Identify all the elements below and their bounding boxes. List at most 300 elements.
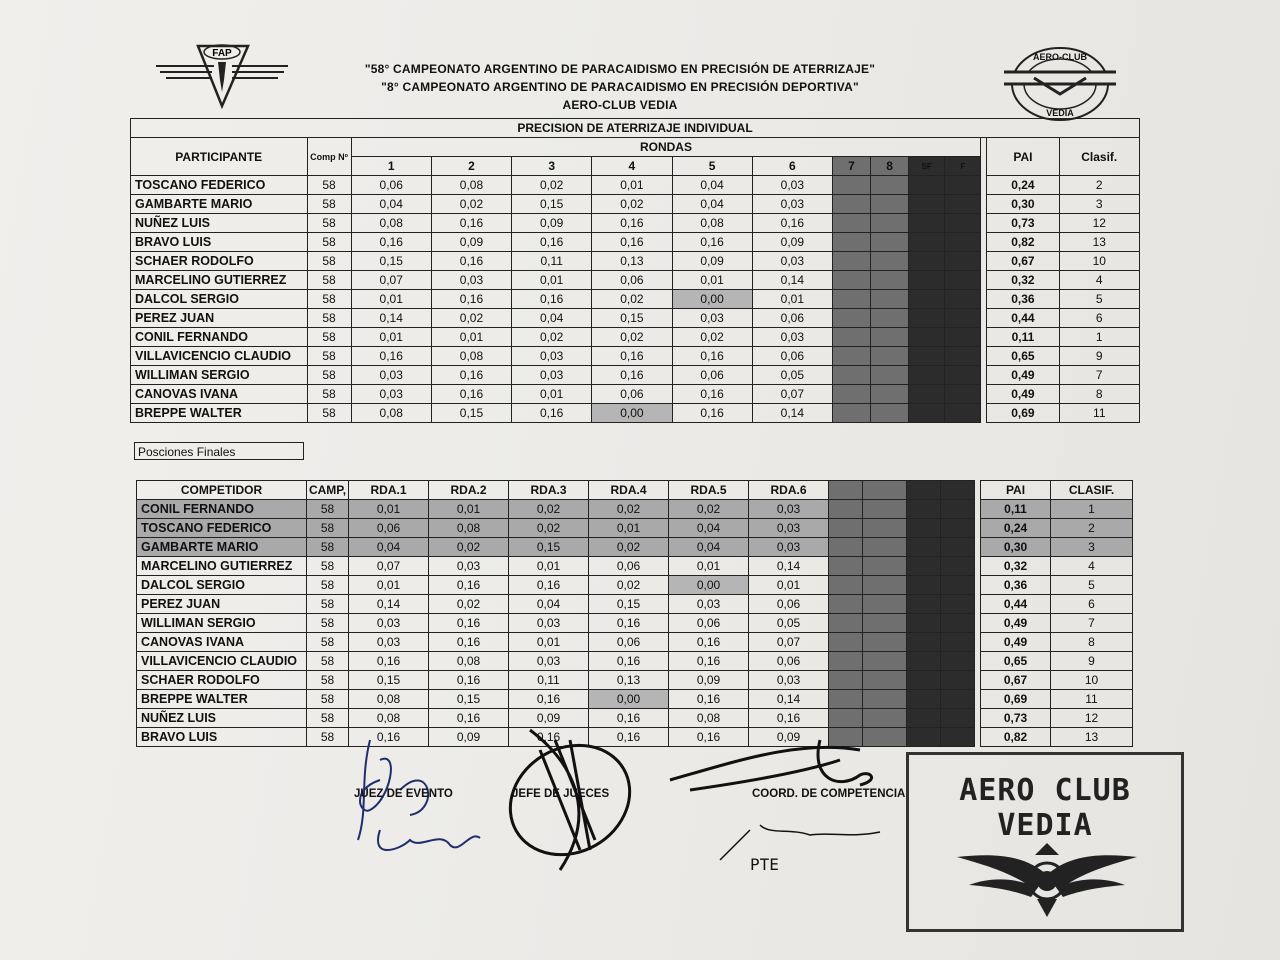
- round-score: 0,06: [749, 595, 829, 614]
- empty-round-cell: [829, 519, 863, 538]
- round-score: 0,08: [431, 176, 511, 195]
- empty-round-cell: [871, 385, 909, 404]
- table-row: [131, 176, 1140, 195]
- pai-value: 0,11: [981, 500, 1051, 519]
- round-score: 0,09: [749, 728, 829, 747]
- round-score: 0,16: [431, 214, 511, 233]
- empty-round-cell: [907, 690, 941, 709]
- empty-round-cell: [907, 500, 941, 519]
- empty-round-cell: [863, 614, 907, 633]
- clasif-value: 7: [1051, 614, 1133, 633]
- round-score: 0,02: [669, 500, 749, 519]
- empty-round-cell: [832, 385, 870, 404]
- pai-value: 0,44: [987, 309, 1059, 328]
- round-score: 0,03: [512, 366, 592, 385]
- empty-round-cell: [863, 671, 907, 690]
- header-1: CAMP,: [307, 481, 349, 500]
- round-score: 0,01: [592, 176, 672, 195]
- round-score: 0,13: [592, 252, 672, 271]
- round-score: 0,06: [669, 614, 749, 633]
- table-row: [131, 252, 1140, 271]
- competitor-name: GAMBARTE MARIO: [137, 538, 307, 557]
- round-score: 0,02: [589, 576, 669, 595]
- round-score: 0,03: [509, 614, 589, 633]
- camp-number: 58: [307, 576, 349, 595]
- camp-number: 58: [307, 538, 349, 557]
- round-header-3: 3: [512, 157, 592, 176]
- header-3: RDA.2: [429, 481, 509, 500]
- clasif-value: 1: [1051, 500, 1133, 519]
- round-score: 0,16: [672, 404, 752, 423]
- empty-round-cell: [871, 233, 909, 252]
- empty-round-cell: [863, 538, 907, 557]
- round-header-1: 1: [351, 157, 431, 176]
- participant-name: TOSCANO FEDERICO: [131, 176, 308, 195]
- clasif-value: 13: [1059, 233, 1139, 252]
- camp-number: 58: [307, 557, 349, 576]
- round-score: 0,06: [592, 385, 672, 404]
- camp-number: 58: [307, 595, 349, 614]
- round-score: 0,15: [512, 195, 592, 214]
- clasif-value: 11: [1051, 690, 1133, 709]
- round-score: 0,08: [349, 709, 429, 728]
- clasif-value: 3: [1059, 195, 1139, 214]
- header-5: RDA.4: [589, 481, 669, 500]
- clasif-value: 4: [1059, 271, 1139, 290]
- empty-round-cell: [945, 347, 981, 366]
- col-clasif: Clasif.: [1059, 138, 1139, 176]
- round-score: 0,04: [351, 195, 431, 214]
- participant-name: BRAVO LUIS: [131, 233, 308, 252]
- aero-club-stamp: [906, 752, 1184, 932]
- round-score: 0,16: [589, 652, 669, 671]
- round-score: 0,14: [749, 690, 829, 709]
- competitor-name: BRAVO LUIS: [137, 728, 307, 747]
- round-score: 0,02: [592, 290, 672, 309]
- camp-number: 58: [307, 500, 349, 519]
- round-score: 0,15: [431, 404, 511, 423]
- table-row: [137, 519, 1133, 538]
- fap-logo: [152, 40, 292, 110]
- table-row: [131, 214, 1140, 233]
- table-row: [131, 328, 1140, 347]
- competitor-name: SCHAER RODOLFO: [137, 671, 307, 690]
- empty-round-cell: [829, 652, 863, 671]
- empty-round-cell: [909, 195, 945, 214]
- round-score: 0,02: [589, 500, 669, 519]
- competitor-name: PEREZ JUAN: [137, 595, 307, 614]
- table-row: [137, 576, 1133, 595]
- round-score: 0,06: [752, 347, 832, 366]
- round-score: 0,16: [349, 652, 429, 671]
- final-positions-label: Posciones Finales: [134, 442, 304, 460]
- round-score: 0,16: [589, 728, 669, 747]
- empty-round-cell: [863, 519, 907, 538]
- round-score: 0,03: [749, 500, 829, 519]
- round-score: 0,16: [429, 614, 509, 633]
- clasif-value: 11: [1059, 404, 1139, 423]
- pai-value: 0,30: [987, 195, 1059, 214]
- pai-value: 0,49: [981, 633, 1051, 652]
- empty-round-cell: [909, 176, 945, 195]
- clasif-value: 5: [1059, 290, 1139, 309]
- empty-header: [907, 481, 941, 500]
- empty-round-cell: [941, 557, 975, 576]
- clasif-value: 9: [1051, 652, 1133, 671]
- table-row: [131, 271, 1140, 290]
- sig-label-coord: COORD. DE COMPETENCIA: [752, 788, 906, 800]
- wings-emblem-icon: [955, 825, 1139, 925]
- empty-round-cell: [863, 633, 907, 652]
- table-row: [131, 233, 1140, 252]
- empty-round-cell: [945, 176, 981, 195]
- clasif-value: 12: [1051, 709, 1133, 728]
- comp-number: 58: [307, 214, 351, 233]
- header-pai: PAI: [981, 481, 1051, 500]
- round-score: 0,16: [592, 214, 672, 233]
- pai-value: 0,67: [981, 671, 1051, 690]
- round-header-5: 5: [672, 157, 752, 176]
- pai-value: 0,73: [981, 709, 1051, 728]
- empty-round-cell: [829, 595, 863, 614]
- empty-round-cell: [871, 404, 909, 423]
- empty-round-cell: [941, 709, 975, 728]
- participant-name: GAMBARTE MARIO: [131, 195, 308, 214]
- empty-round-cell: [832, 214, 870, 233]
- title-line-3: AERO-CLUB VEDIA: [562, 98, 678, 112]
- final-positions-table: [136, 480, 1133, 747]
- round-score: 0,00: [672, 290, 752, 309]
- empty-round-cell: [832, 195, 870, 214]
- header-2: RDA.1: [349, 481, 429, 500]
- round-score: 0,08: [349, 690, 429, 709]
- pai-value: 0,30: [981, 538, 1051, 557]
- empty-round-cell: [909, 366, 945, 385]
- round-score: 0,03: [429, 557, 509, 576]
- round-score: 0,16: [669, 728, 749, 747]
- table-row: [131, 385, 1140, 404]
- round-score: 0,02: [512, 328, 592, 347]
- empty-round-cell: [829, 690, 863, 709]
- round-score: 0,15: [589, 595, 669, 614]
- round-score: 0,03: [351, 385, 431, 404]
- round-score: 0,00: [592, 404, 672, 423]
- clasif-value: 10: [1051, 671, 1133, 690]
- camp-number: 58: [307, 690, 349, 709]
- round-score: 0,03: [752, 195, 832, 214]
- sig-label-jefe-jueces: JEFE DE JUECES: [512, 788, 610, 800]
- round-score: 0,16: [672, 385, 752, 404]
- round-score: 0,16: [669, 652, 749, 671]
- pai-value: 0,49: [987, 385, 1059, 404]
- round-score: 0,03: [431, 271, 511, 290]
- empty-round-cell: [907, 538, 941, 557]
- empty-round-cell: [907, 557, 941, 576]
- clasif-value: 13: [1051, 728, 1133, 747]
- round-score: 0,15: [351, 252, 431, 271]
- round-score: 0,08: [669, 709, 749, 728]
- competitor-name: MARCELINO GUTIERREZ: [137, 557, 307, 576]
- empty-round-cell: [863, 690, 907, 709]
- empty-round-cell: [832, 328, 870, 347]
- empty-round-cell: [909, 290, 945, 309]
- participant-name: MARCELINO GUTIERREZ: [131, 271, 308, 290]
- clasif-value: 2: [1059, 176, 1139, 195]
- pai-value: 0,36: [987, 290, 1059, 309]
- empty-round-cell: [832, 366, 870, 385]
- round-score: 0,06: [752, 309, 832, 328]
- empty-round-cell: [863, 500, 907, 519]
- comp-number: 58: [307, 233, 351, 252]
- clasif-value: 10: [1059, 252, 1139, 271]
- empty-round-cell: [871, 252, 909, 271]
- round-score: 0,07: [351, 271, 431, 290]
- empty-round-cell: [829, 671, 863, 690]
- round-score: 0,07: [752, 385, 832, 404]
- round-score: 0,09: [431, 233, 511, 252]
- col-rondas: RONDAS: [351, 138, 981, 157]
- competitor-name: CONIL FERNANDO: [137, 500, 307, 519]
- round-score: 0,01: [509, 633, 589, 652]
- round-score: 0,01: [349, 500, 429, 519]
- round-score: 0,08: [351, 404, 431, 423]
- round-score: 0,16: [351, 347, 431, 366]
- clasif-value: 9: [1059, 347, 1139, 366]
- empty-round-cell: [941, 652, 975, 671]
- round-score: 0,11: [509, 671, 589, 690]
- empty-header: [941, 481, 975, 500]
- round-score: 0,14: [351, 309, 431, 328]
- round-score: 0,16: [509, 576, 589, 595]
- round-score: 0,08: [431, 347, 511, 366]
- camp-number: 58: [307, 614, 349, 633]
- pai-value: 0,69: [981, 690, 1051, 709]
- comp-number: 58: [307, 252, 351, 271]
- participant-name: SCHAER RODOLFO: [131, 252, 308, 271]
- clasif-value: 2: [1051, 519, 1133, 538]
- clasif-value: 5: [1051, 576, 1133, 595]
- empty-round-cell: [863, 595, 907, 614]
- table-row: [137, 633, 1133, 652]
- empty-round-cell: [909, 328, 945, 347]
- round-score: 0,16: [592, 366, 672, 385]
- title-line-2: "8° CAMPEONATO ARGENTINO DE PARACAIDISMO EN PRECISIÓN DEPORTIVA": [381, 80, 859, 94]
- competitor-name: WILLIMAN SERGIO: [137, 614, 307, 633]
- empty-round-cell: [907, 519, 941, 538]
- empty-round-cell: [832, 271, 870, 290]
- round-score: 0,07: [349, 557, 429, 576]
- table-row: [137, 595, 1133, 614]
- empty-round-cell: [941, 728, 975, 747]
- round-score: 0,03: [752, 328, 832, 347]
- pai-value: 0,67: [987, 252, 1059, 271]
- round-score: 0,06: [351, 176, 431, 195]
- round-score: 0,07: [749, 633, 829, 652]
- empty-round-cell: [909, 347, 945, 366]
- empty-round-cell: [871, 176, 909, 195]
- round-score: 0,02: [431, 195, 511, 214]
- round-score: 0,02: [509, 519, 589, 538]
- table-row: [137, 538, 1133, 557]
- round-score: 0,01: [349, 576, 429, 595]
- empty-round-cell: [829, 538, 863, 557]
- pai-value: 0,49: [987, 366, 1059, 385]
- round-score: 0,16: [589, 614, 669, 633]
- round-score: 0,16: [592, 233, 672, 252]
- round-score: 0,01: [749, 576, 829, 595]
- round-score: 0,04: [669, 519, 749, 538]
- empty-round-cell: [941, 576, 975, 595]
- round-score: 0,08: [429, 652, 509, 671]
- round-header-7: 7: [832, 157, 870, 176]
- camp-number: 58: [307, 652, 349, 671]
- competitor-name: VILLAVICENCIO CLAUDIO: [137, 652, 307, 671]
- round-score: 0,02: [672, 328, 752, 347]
- empty-round-cell: [871, 271, 909, 290]
- table-row: [137, 557, 1133, 576]
- empty-round-cell: [909, 271, 945, 290]
- empty-round-cell: [909, 309, 945, 328]
- round-score: 0,16: [429, 671, 509, 690]
- round-score: 0,05: [749, 614, 829, 633]
- clasif-value: 6: [1059, 309, 1139, 328]
- empty-round-cell: [863, 652, 907, 671]
- empty-round-cell: [863, 576, 907, 595]
- comp-number: 58: [307, 290, 351, 309]
- empty-round-cell: [945, 271, 981, 290]
- empty-round-cell: [832, 347, 870, 366]
- empty-round-cell: [832, 176, 870, 195]
- pai-value: 0,32: [987, 271, 1059, 290]
- camp-number: 58: [307, 671, 349, 690]
- signatures: [340, 720, 940, 920]
- table-row: [137, 671, 1133, 690]
- round-score: 0,08: [429, 519, 509, 538]
- pai-value: 0,65: [987, 347, 1059, 366]
- round-score: 0,16: [429, 576, 509, 595]
- round-score: 0,02: [509, 500, 589, 519]
- aero-logo-top-text: AERO-CLUB: [1033, 52, 1087, 62]
- empty-round-cell: [907, 652, 941, 671]
- round-score: 0,03: [752, 252, 832, 271]
- empty-round-cell: [945, 252, 981, 271]
- empty-round-cell: [871, 347, 909, 366]
- round-score: 0,16: [431, 252, 511, 271]
- round-score: 0,03: [351, 366, 431, 385]
- round-score: 0,16: [589, 709, 669, 728]
- clasif-value: 1: [1059, 328, 1139, 347]
- round-score: 0,09: [512, 214, 592, 233]
- pai-value: 0,82: [987, 233, 1059, 252]
- round-score: 0,03: [349, 633, 429, 652]
- round-score: 0,01: [351, 328, 431, 347]
- table-row: [131, 404, 1140, 423]
- empty-round-cell: [945, 290, 981, 309]
- round-score: 0,09: [752, 233, 832, 252]
- round-score: 0,09: [672, 252, 752, 271]
- pai-value: 0,49: [981, 614, 1051, 633]
- table-row: [131, 366, 1140, 385]
- round-score: 0,03: [509, 652, 589, 671]
- round-score: 0,02: [512, 176, 592, 195]
- participant-name: NUÑEZ LUIS: [131, 214, 308, 233]
- table-row: [137, 652, 1133, 671]
- round-score: 0,14: [752, 404, 832, 423]
- clasif-value: 8: [1051, 633, 1133, 652]
- table-row: [131, 290, 1140, 309]
- round-score: 0,04: [669, 538, 749, 557]
- round-score: 0,11: [512, 252, 592, 271]
- stamp-text: AERO CLUB VEDIA: [959, 773, 1131, 843]
- round-score: 0,03: [669, 595, 749, 614]
- empty-round-cell: [871, 195, 909, 214]
- round-score: 0,01: [431, 328, 511, 347]
- round-score: 0,00: [669, 576, 749, 595]
- clasif-value: 8: [1059, 385, 1139, 404]
- empty-round-cell: [832, 252, 870, 271]
- round-score: 0,01: [589, 519, 669, 538]
- round-score: 0,08: [672, 214, 752, 233]
- empty-header: [829, 481, 863, 500]
- round-score: 0,03: [512, 347, 592, 366]
- empty-round-cell: [941, 671, 975, 690]
- competitor-name: CANOVAS IVANA: [137, 633, 307, 652]
- empty-round-cell: [941, 500, 975, 519]
- comp-number: 58: [307, 271, 351, 290]
- round-score: 0,16: [749, 709, 829, 728]
- camp-number: 58: [307, 709, 349, 728]
- table-row: [131, 309, 1140, 328]
- header-4: RDA.3: [509, 481, 589, 500]
- camp-number: 58: [307, 519, 349, 538]
- sig-label-juez-evento: JUEZ DE EVENTO: [354, 788, 453, 800]
- round-score: 0,04: [672, 195, 752, 214]
- participant-name: CANOVAS IVANA: [131, 385, 308, 404]
- pai-value: 0,73: [987, 214, 1059, 233]
- camp-number: 58: [307, 728, 349, 747]
- handwritten-pte: PTE: [750, 855, 779, 874]
- round-header-9: SF: [909, 157, 945, 176]
- round-header-10: F: [945, 157, 981, 176]
- round-score: 0,16: [429, 633, 509, 652]
- participant-name: BREPPE WALTER: [131, 404, 308, 423]
- pai-value: 0,65: [981, 652, 1051, 671]
- round-score: 0,02: [592, 328, 672, 347]
- empty-round-cell: [945, 214, 981, 233]
- round-score: 0,16: [349, 728, 429, 747]
- table-row: [137, 614, 1133, 633]
- round-score: 0,16: [672, 233, 752, 252]
- table-row: [137, 690, 1133, 709]
- participant-name: CONIL FERNANDO: [131, 328, 308, 347]
- competitor-name: BREPPE WALTER: [137, 690, 307, 709]
- round-score: 0,15: [509, 538, 589, 557]
- round-score: 0,16: [669, 633, 749, 652]
- round-score: 0,01: [429, 500, 509, 519]
- empty-round-cell: [907, 576, 941, 595]
- table1-title: PRECISION DE ATERRIZAJE INDIVIDUAL: [131, 119, 1140, 138]
- round-score: 0,15: [592, 309, 672, 328]
- empty-round-cell: [945, 233, 981, 252]
- col-participante: PARTICIPANTE: [131, 138, 308, 176]
- round-score: 0,16: [752, 214, 832, 233]
- comp-number: 58: [307, 176, 351, 195]
- participant-name: WILLIMAN SERGIO: [131, 366, 308, 385]
- round-score: 0,03: [749, 671, 829, 690]
- round-header-8: 8: [871, 157, 909, 176]
- participant-name: DALCOL SERGIO: [131, 290, 308, 309]
- empty-round-cell: [945, 366, 981, 385]
